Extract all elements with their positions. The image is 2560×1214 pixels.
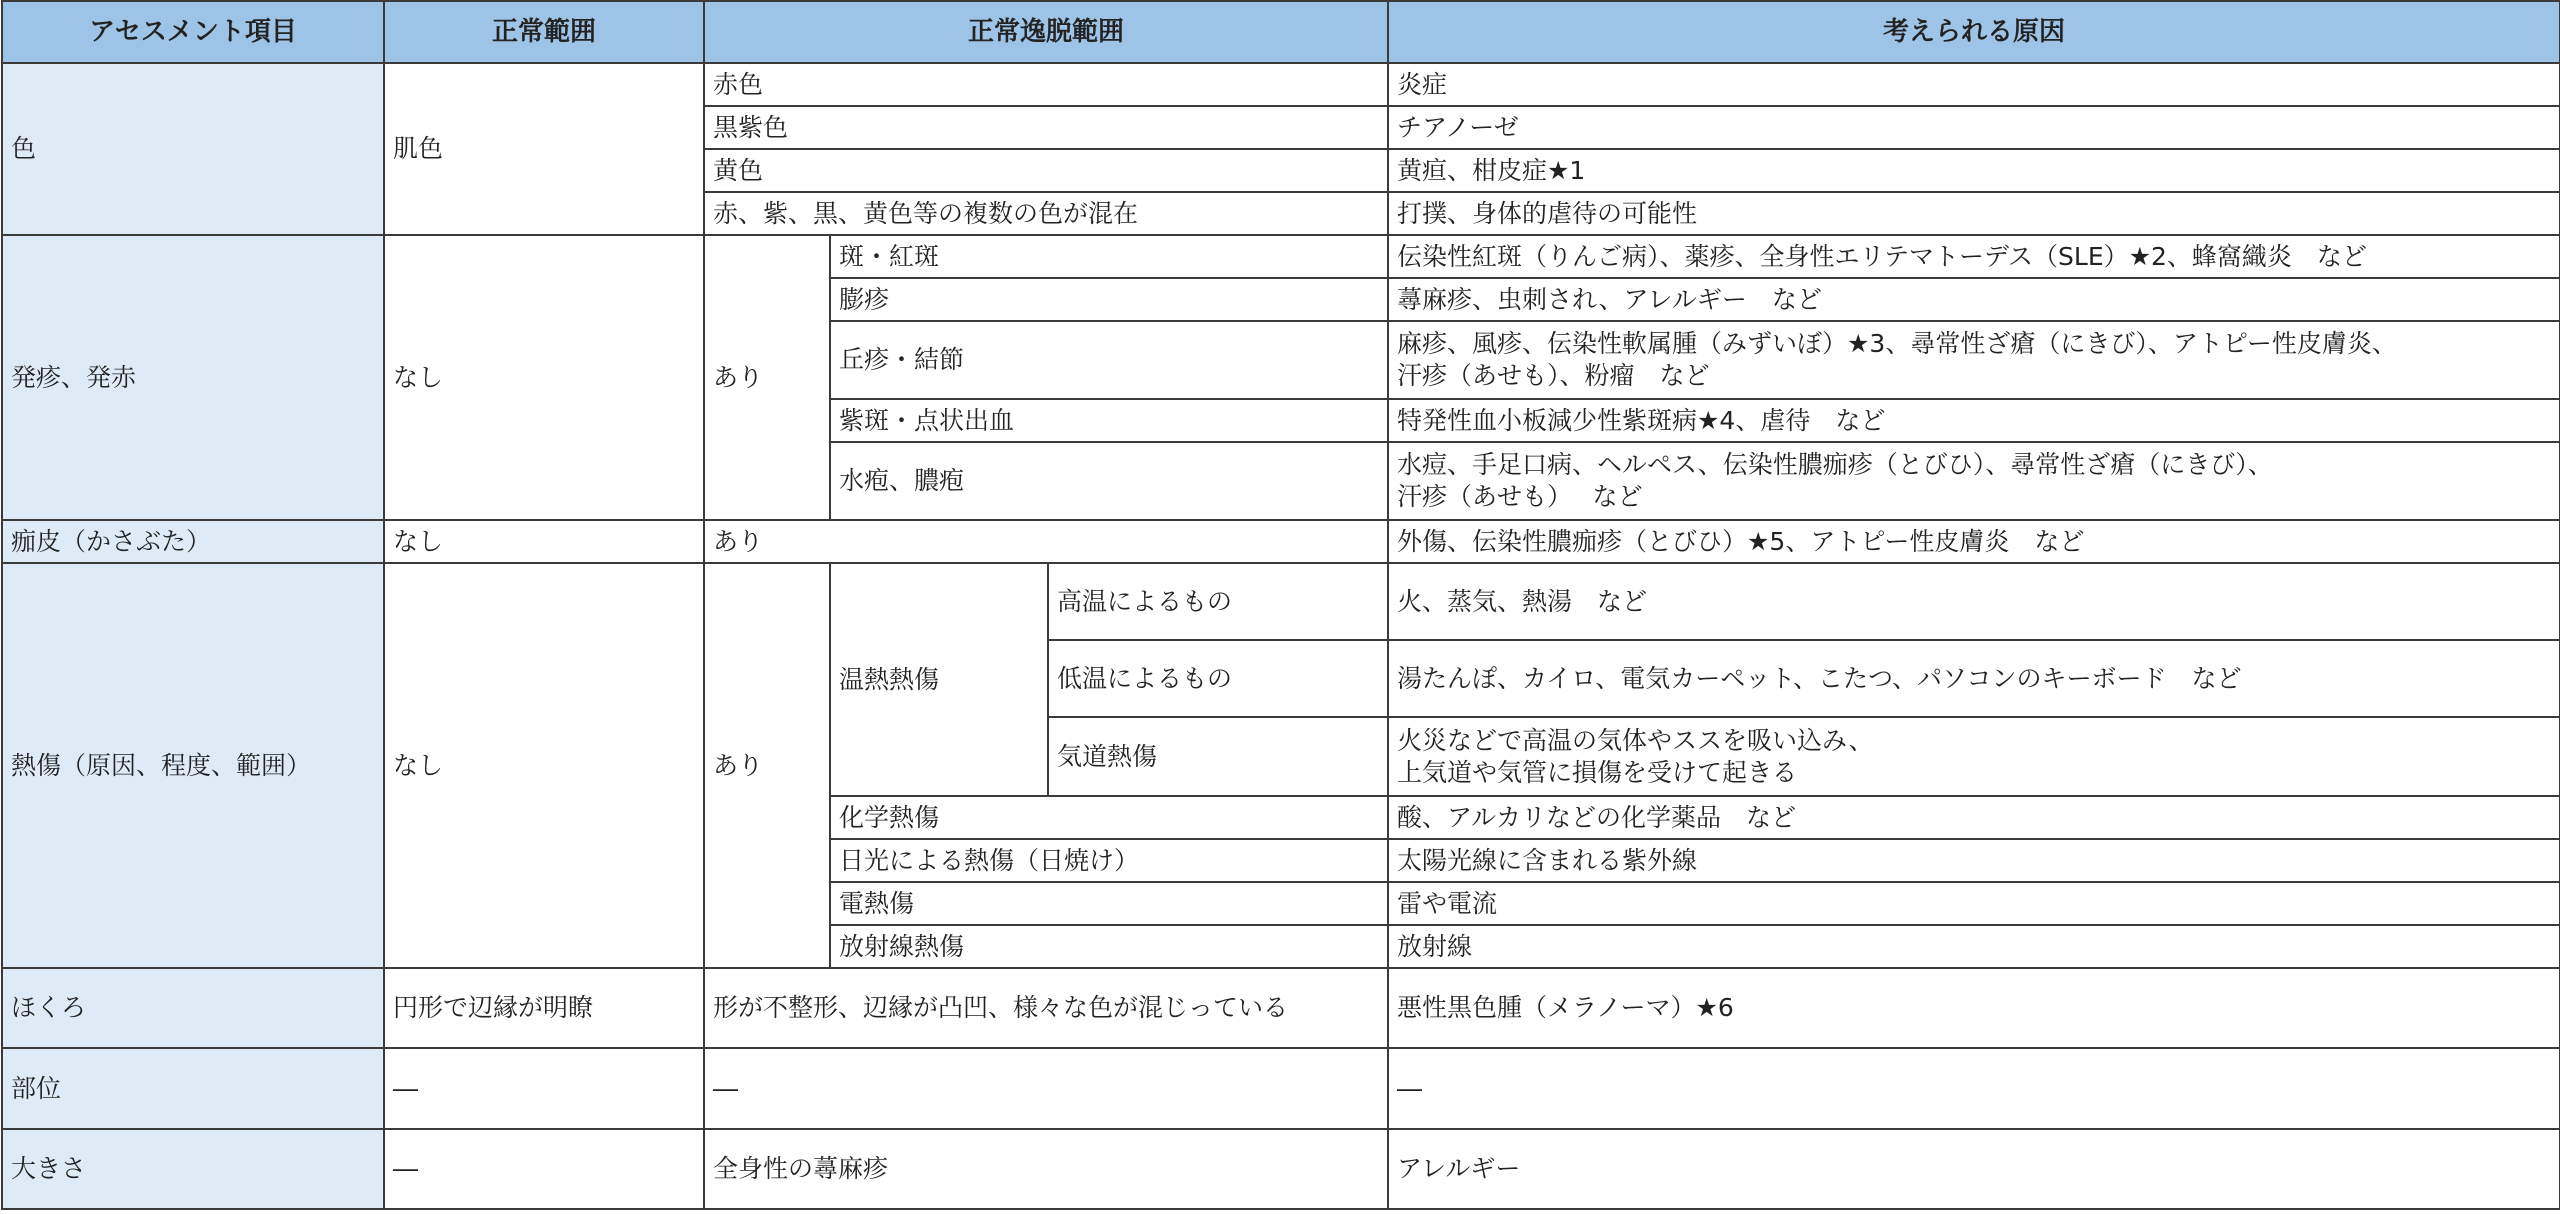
- skin-assessment-table: [1, 0, 2560, 1210]
- item-mole: ほくろ: [2, 968, 384, 1048]
- item-burn: 熱傷（原因、程度、範囲）: [2, 563, 384, 968]
- cause-cell: [1388, 717, 2560, 796]
- header-row: [2, 1, 2560, 63]
- cause-cell: 悪性黒色腫（メラノーマ）★6: [1388, 968, 2560, 1048]
- cause-cell: 炎症: [1388, 63, 2560, 106]
- cause-cell: [1388, 442, 2560, 520]
- cause-cell: 打撲、身体的虐待の可能性: [1388, 192, 2560, 235]
- cause-cell: 蕁麻疹、虫刺され、アレルギー など: [1388, 278, 2560, 321]
- burn-type-cell: 電熱傷: [830, 882, 1388, 925]
- cause-cell: 火、蒸気、熱湯 など: [1388, 563, 2560, 640]
- cause-line: 水痘、手足口病、ヘルペス、伝染性膿痂疹（とびひ）、尋常性ざ瘡（にきび）、: [1397, 450, 2273, 479]
- rash-type-cell: 紫斑・点状出血: [830, 399, 1388, 442]
- cause-cell: アレルギー: [1388, 1129, 2560, 1209]
- burn-subtype-cell: 気道熱傷: [1048, 717, 1388, 796]
- burn-type-cell: 放射線熱傷: [830, 925, 1388, 968]
- deviation-cell: 赤色: [704, 63, 1388, 106]
- cause-line: 上気道や気管に損傷を受けて起きる: [1397, 757, 1798, 787]
- burn-type-cell: 日光による熱傷（日焼け）: [830, 839, 1388, 882]
- rash-type-cell: 斑・紅斑: [830, 235, 1388, 278]
- burn-subtype-cell: 高温によるもの: [1048, 563, 1388, 640]
- table-row: [2, 968, 2560, 1048]
- table-row: [2, 563, 2560, 640]
- normal-color: 肌色: [384, 63, 704, 235]
- rash-type-cell: 水疱、膿疱: [830, 442, 1388, 520]
- cause-cell: 湯たんぽ、カイロ、電気カーペット、こたつ、パソコンのキーボード など: [1388, 640, 2560, 717]
- normal-crust: なし: [384, 520, 704, 563]
- header-deviation-range: 正常逸脱範囲: [704, 1, 1388, 63]
- cause-cell: 伝染性紅斑（りんご病）、薬疹、全身性エリテマトーデス（SLE）★2、蜂窩織炎 など: [1388, 235, 2560, 278]
- cause-cell: 放射線: [1388, 925, 2560, 968]
- item-crust: 痂皮（かさぶた）: [2, 520, 384, 563]
- item-rash: 発疹、発赤: [2, 235, 384, 520]
- item-size: 大きさ: [2, 1129, 384, 1209]
- deviation-size: 全身性の蕁麻疹: [704, 1129, 1388, 1209]
- normal-site: ―: [384, 1048, 704, 1129]
- cause-line: 汗疹（あせも）、粉瘤 など: [1397, 361, 1710, 390]
- cause-cell: 酸、アルカリなどの化学薬品 など: [1388, 796, 2560, 839]
- table-row: [2, 63, 2560, 106]
- header-assessment-item: アセスメント項目: [2, 1, 384, 63]
- cause-cell: 雷や電流: [1388, 882, 2560, 925]
- table-row: [2, 1048, 2560, 1129]
- rash-type-cell: 丘疹・結節: [830, 321, 1388, 399]
- table-row: [2, 235, 2560, 278]
- deviation-rash: あり: [704, 235, 830, 520]
- deviation-mole: 形が不整形、辺縁が凸凹、様々な色が混じっている: [704, 968, 1388, 1048]
- cause-cell: 特発性血小板減少性紫斑病★4、虐待 など: [1388, 399, 2560, 442]
- burn-thermal-label: 温熱熱傷: [830, 563, 1048, 796]
- cause-cell: ―: [1388, 1048, 2560, 1129]
- cause-line: 火災などで高温の気体やススを吸い込み、: [1397, 725, 1874, 755]
- deviation-site: ―: [704, 1048, 1388, 1129]
- cause-cell: チアノーゼ: [1388, 106, 2560, 149]
- header-possible-cause: 考えられる原因: [1388, 1, 2560, 63]
- deviation-cell: 黒紫色: [704, 106, 1388, 149]
- item-site: 部位: [2, 1048, 384, 1129]
- header-normal-range: 正常範囲: [384, 1, 704, 63]
- cause-cell: 外傷、伝染性膿痂疹（とびひ）★5、アトピー性皮膚炎 など: [1388, 520, 2560, 563]
- normal-rash: なし: [384, 235, 704, 520]
- normal-mole: 円形で辺縁が明瞭: [384, 968, 704, 1048]
- cause-cell: 太陽光線に含まれる紫外線: [1388, 839, 2560, 882]
- rash-type-cell: 膨疹: [830, 278, 1388, 321]
- cause-cell: 黄疸、柑皮症★1: [1388, 149, 2560, 192]
- deviation-cell: 赤、紫、黒、黄色等の複数の色が混在: [704, 192, 1388, 235]
- deviation-cell: 黄色: [704, 149, 1388, 192]
- table-row: [2, 520, 2560, 563]
- cause-cell: [1388, 321, 2560, 399]
- cause-line: 麻疹、風疹、伝染性軟属腫（みずいぼ）★3、尋常性ざ瘡（にきび）、アトピー性皮膚炎、: [1397, 329, 2397, 358]
- deviation-crust: あり: [704, 520, 1388, 563]
- normal-size: ―: [384, 1129, 704, 1209]
- burn-type-cell: 化学熱傷: [830, 796, 1388, 839]
- deviation-burn: あり: [704, 563, 830, 968]
- table-row: [2, 1129, 2560, 1209]
- normal-burn: なし: [384, 563, 704, 968]
- burn-subtype-cell: 低温によるもの: [1048, 640, 1388, 717]
- cause-line: 汗疹（あせも） など: [1397, 482, 1643, 511]
- item-color: 色: [2, 63, 384, 235]
